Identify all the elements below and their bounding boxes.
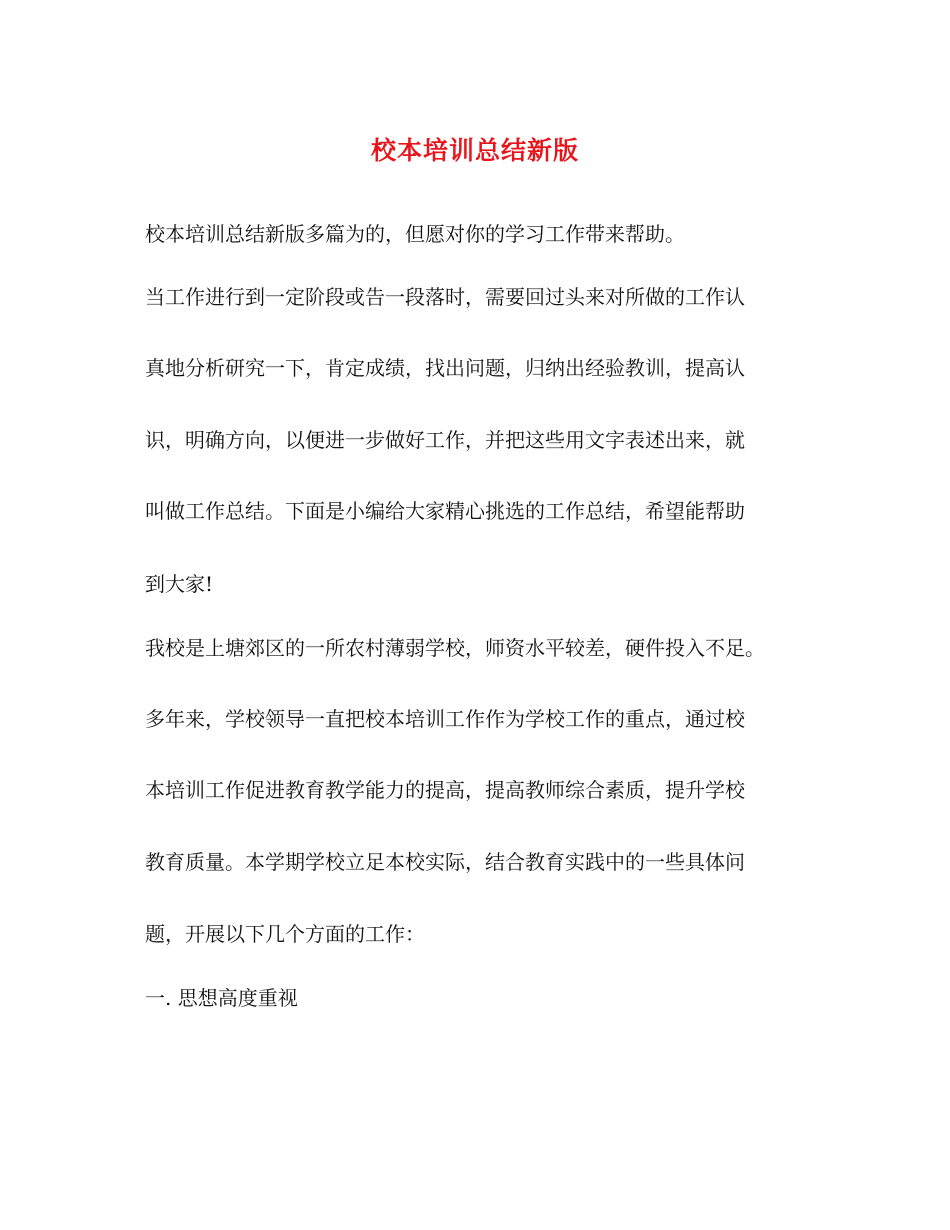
- paragraph-line: 我校是上塘郊区的一所农村薄弱学校，师资水平较差，硬件投入不足。: [145, 636, 765, 660]
- paragraph-line: 本培训工作促进教育教学能力的提高，提高教师综合素质，提升学校: [145, 778, 745, 802]
- paragraph-line: 多年来，学校领导一直把校本培训工作作为学校工作的重点，通过校: [145, 707, 745, 731]
- section-heading: 一. 思想高度重视: [145, 986, 298, 1010]
- document-title: 校本培训总结新版: [370, 136, 579, 165]
- paragraph-line: 识，明确方向，以便进一步做好工作，并把这些用文字表述出来，就: [145, 428, 745, 452]
- paragraph-line: 真地分析研究一下，肯定成绩，找出问题，归纳出经验教训，提高认: [145, 356, 745, 380]
- intro-line: 校本培训总结新版多篇为的，但愿对你的学习工作带来帮助。: [145, 222, 685, 246]
- paragraph-line: 到大家!: [145, 572, 214, 596]
- paragraph-line: 题，开展以下几个方面的工作：: [145, 922, 425, 946]
- paragraph-line: 叫做工作总结。下面是小编给大家精心挑选的工作总结，希望能帮助: [145, 499, 745, 523]
- paragraph-line: 当工作进行到一定阶段或告一段落时，需要回过头来对所做的工作认: [145, 285, 745, 309]
- paragraph-line: 教育质量。本学期学校立足本校实际，结合教育实践中的一些具体问: [145, 850, 745, 874]
